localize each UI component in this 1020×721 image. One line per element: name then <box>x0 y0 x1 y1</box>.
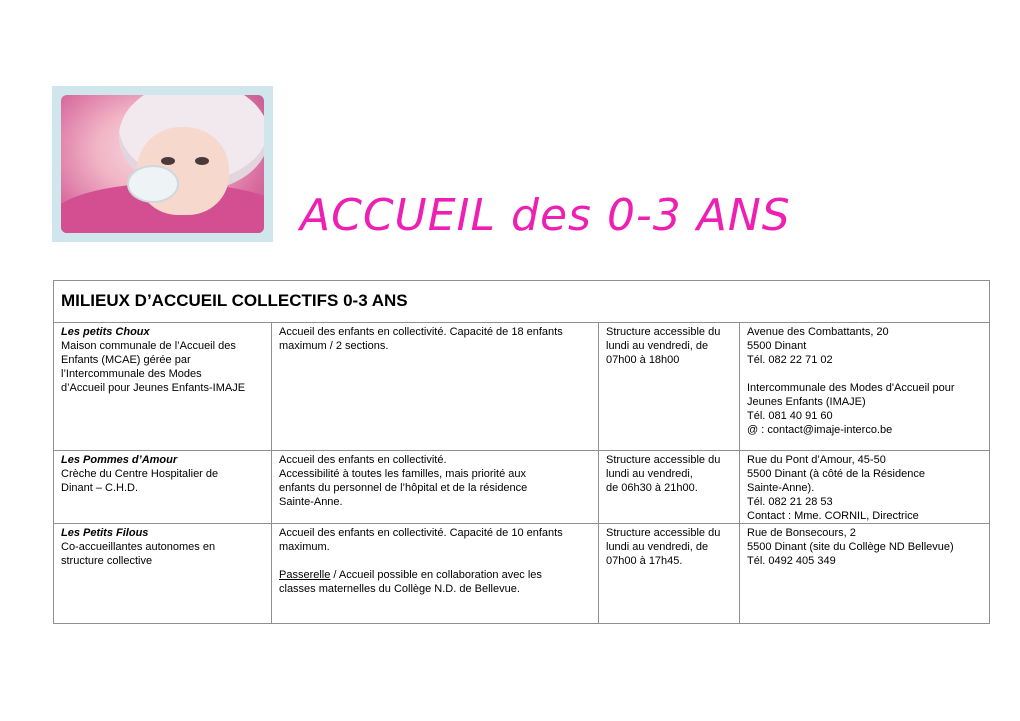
facility-name: Les Petits Filous <box>61 527 149 539</box>
contact-line: Intercommunale des Modes d'Accueil pour <box>747 382 955 394</box>
facility-desc-line: structure collective <box>61 555 153 567</box>
address-line: Tél. 082 21 28 53 <box>747 496 833 508</box>
contact-email[interactable]: @ : contact@imaje-interco.be <box>747 424 893 436</box>
facility-cell <box>54 323 272 451</box>
service-line: Accueil des enfants en collectivité. <box>279 454 447 466</box>
passerelle-line <box>279 568 591 582</box>
baby-photo <box>52 86 273 242</box>
hours-cell <box>599 451 740 524</box>
address-line: Tél. 0492 405 349 <box>747 555 836 567</box>
facility-desc-line: l’Intercommunale des Modes <box>61 368 202 380</box>
facility-name: Les petits Choux <box>61 326 150 338</box>
facility-name: Les Pommes d’Amour <box>61 454 178 466</box>
hours-line: Structure accessible du <box>606 527 721 539</box>
service-cell <box>272 451 599 524</box>
facility-cell <box>54 451 272 524</box>
address-cell <box>740 524 990 624</box>
address-cell <box>740 323 990 451</box>
hours-line: 07h00 à 17h45. <box>606 555 683 567</box>
table-row <box>54 323 990 451</box>
address-line: Tél. 082 22 71 02 <box>747 354 833 366</box>
facility-desc-line: Enfants (MCAE) gérée par <box>61 354 191 366</box>
address-line: Rue de Bonsecours, 2 <box>747 527 856 539</box>
section-title: MILIEUX D’ACCUEIL COLLECTIFS 0-3 ANS <box>54 281 990 323</box>
childcare-table <box>53 280 990 624</box>
service-line: enfants du personnel de l’hôpital et de la résidence <box>279 482 528 494</box>
address-cell <box>740 451 990 524</box>
hours-line: 07h00 à 18h00 <box>606 354 680 366</box>
service-line: classes maternelles du Collège N.D. de Bellevue. <box>279 583 520 595</box>
contact-line: Jeunes Enfants (IMAJE) <box>747 396 866 408</box>
service-cell <box>272 323 599 451</box>
address-line: 5500 Dinant (à côté de la Résidence <box>747 468 925 480</box>
address-line: Avenue des Combattants, 20 <box>747 326 889 338</box>
facility-desc-line: Co-accueillantes autonomes en <box>61 541 216 553</box>
service-line: Accueil des enfants en collectivité. Capacité de 10 enfants <box>279 527 563 539</box>
address-line: 5500 Dinant <box>747 340 807 352</box>
address-line: Sainte-Anne). <box>747 482 815 494</box>
page-title: ACCUEIL des 0-3 ANS <box>300 190 791 241</box>
hours-line: lundi au vendredi, de <box>606 541 709 553</box>
table-row <box>54 451 990 524</box>
hours-cell <box>599 323 740 451</box>
table-row <box>54 524 990 624</box>
facility-desc-line: Crèche du Centre Hospitalier de <box>61 468 219 480</box>
facility-cell <box>54 524 272 624</box>
hours-line: de 06h30 à 21h00. <box>606 482 698 494</box>
hours-cell <box>599 524 740 624</box>
passerelle-text: / Accueil possible en collaboration avec les <box>330 569 542 581</box>
hours-line: lundi au vendredi, <box>606 468 693 480</box>
address-line: Contact : Mme. CORNIL, Directrice <box>747 510 919 522</box>
contact-line: Tél. 081 40 91 60 <box>747 410 833 422</box>
service-line: maximum. <box>279 541 330 553</box>
hours-line: lundi au vendredi, de <box>606 340 709 352</box>
service-line: maximum / 2 sections. <box>279 340 389 352</box>
facility-desc-line: Maison communale de l’Accueil des <box>61 340 236 352</box>
facility-desc-line: d’Accueil pour Jeunes Enfants-IMAJE <box>61 382 246 394</box>
hours-line: Structure accessible du <box>606 454 721 466</box>
address-line: Rue du Pont d’Amour, 45-50 <box>747 454 886 466</box>
passerelle-link[interactable]: Passerelle <box>279 569 331 581</box>
service-line: Sainte-Anne. <box>279 496 343 508</box>
service-cell <box>272 524 599 624</box>
baby-photo-image <box>61 95 264 233</box>
hours-line: Structure accessible du <box>606 326 721 338</box>
address-line: 5500 Dinant (site du Collège ND Bellevue) <box>747 541 954 553</box>
service-line: Accueil des enfants en collectivité. Capacité de 18 enfants <box>279 326 563 338</box>
facility-desc-line: Dinant – C.H.D. <box>61 482 139 494</box>
service-line: Accessibilité à toutes les familles, mais priorité aux <box>279 468 526 480</box>
